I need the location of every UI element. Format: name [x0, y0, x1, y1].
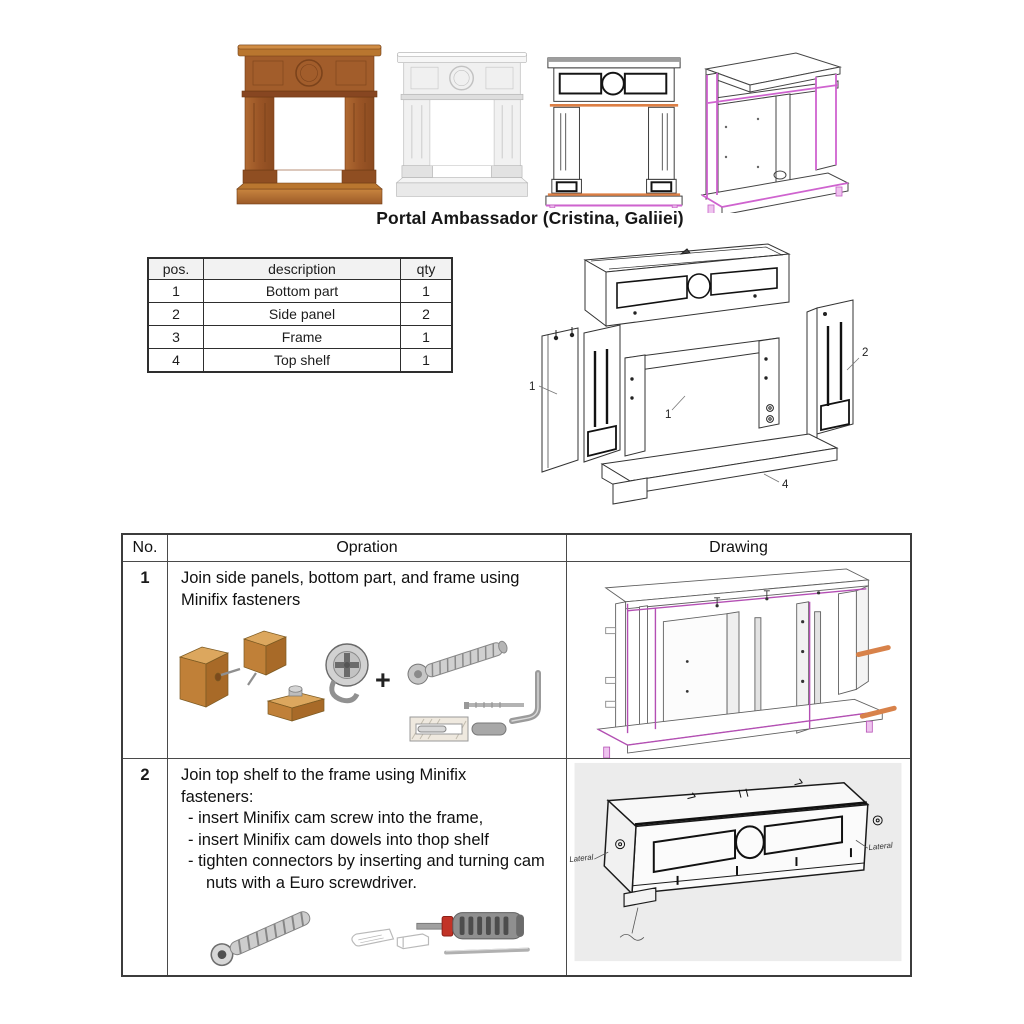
table-row	[148, 326, 452, 349]
plus-sign: +	[375, 665, 391, 695]
annotation-lateral-left: Lateral	[568, 852, 594, 865]
step-1-drawing-cell	[567, 562, 910, 759]
step-1-text-line: Minifix fasteners	[181, 590, 301, 609]
part-description: Top shelf	[204, 349, 401, 373]
page-title: Portal Ambassador (Cristina, Galiiei)	[376, 208, 684, 228]
small-screw-icon	[464, 702, 524, 709]
exploded-view-diagram	[515, 238, 925, 513]
step-1-drawing	[567, 562, 910, 758]
steps-header-operation	[168, 535, 567, 562]
step-number	[123, 562, 168, 759]
step-2-operation-cell	[168, 759, 567, 975]
step-2-drawing-cell	[567, 759, 910, 975]
step-1-operation-cell	[168, 562, 567, 759]
exploded-label-bottom-part: 4	[782, 479, 789, 491]
wood-joint-illustration	[180, 631, 324, 721]
steps-header-no	[123, 535, 168, 562]
minifix-bolt-icon	[405, 636, 509, 687]
step-2-number: 2	[140, 766, 150, 784]
parts-header-qty: qty	[401, 258, 453, 280]
table-row	[148, 303, 452, 326]
step-2-drawing	[567, 759, 910, 974]
dowel-sketch-icon	[352, 929, 429, 948]
part-qty: 1	[401, 326, 453, 349]
parts-header-desc: description	[204, 258, 401, 280]
part-description: Frame	[204, 326, 401, 349]
part-description: Side panel	[204, 303, 401, 326]
step-2-text-line: - insert Minifix cam dowels into thop shelf	[188, 830, 489, 849]
step-2-fasteners-illustration	[176, 897, 566, 973]
step-2-text-line: - insert Minifix cam screw into the frame,	[188, 809, 484, 827]
exploded-label-side-panel-right: 2	[862, 347, 869, 359]
steps-header-operation-label: Opration	[336, 539, 398, 556]
parts-table	[147, 257, 453, 373]
white-portal-image	[392, 46, 532, 204]
part-pos: 4	[148, 349, 204, 373]
steps-table	[121, 533, 912, 977]
step-number	[123, 759, 168, 975]
step-2-text-line: Join top shelf to the frame using Minifix	[181, 766, 467, 784]
step-2-text-line: fasteners:	[181, 787, 254, 806]
cam-screw-icon	[208, 906, 314, 969]
allen-key-icon	[512, 673, 538, 721]
step-1-number: 1	[140, 569, 150, 587]
part-qty: 1	[401, 280, 453, 303]
thin-rod-icon	[446, 948, 528, 952]
part-pos: 2	[148, 303, 204, 326]
dowel-diagram-icon	[410, 717, 506, 741]
step-2-text-line: nuts with a Euro screwdriver.	[206, 873, 417, 892]
step-1-fasteners-illustration	[172, 617, 567, 757]
part-pos: 3	[148, 326, 204, 349]
table-row	[148, 349, 452, 373]
step-1-text-line: Join side panels, bottom part, and frame using	[181, 569, 520, 587]
minifix-cam-lock-icon	[326, 644, 368, 701]
exploded-label-frame: 1	[665, 409, 672, 421]
wood-portal-image	[232, 40, 387, 210]
part-pos: 1	[148, 280, 204, 303]
euro-screwdriver-icon	[417, 913, 524, 939]
part-qty: 2	[401, 303, 453, 326]
step-2-text-line: - tighten connectors by inserting and turning cam	[188, 852, 545, 870]
table-row	[148, 280, 452, 303]
steps-header-drawing-label: Drawing	[709, 539, 768, 556]
parts-header-pos: pos.	[148, 258, 204, 280]
steps-header-drawing	[567, 535, 910, 562]
part-description: Bottom part	[204, 280, 401, 303]
annotation-lateral-right: Lateral	[868, 840, 894, 853]
steps-header-no-label: No.	[132, 539, 158, 556]
exploded-label-side-panel-left: 1	[529, 381, 536, 393]
line-front-portal-image	[540, 50, 688, 208]
line-back-portal-image	[688, 47, 856, 213]
part-qty: 1	[401, 349, 453, 373]
